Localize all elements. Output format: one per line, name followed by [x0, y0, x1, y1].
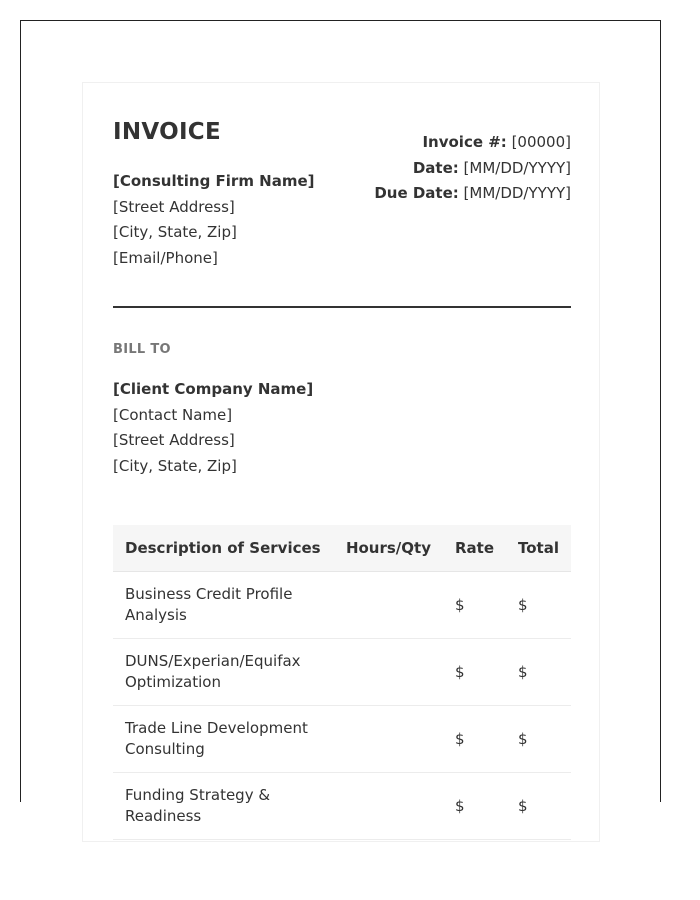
- invoice-date-line: [374, 156, 571, 182]
- invoice-due-date-value: [MM/DD/YYYY]: [463, 184, 571, 202]
- firm-street: [Street Address]: [113, 197, 235, 216]
- row-total: $: [506, 639, 571, 706]
- client-company-name: [Client Company Name]: [113, 380, 314, 398]
- invoice-due-date-line: [374, 181, 571, 207]
- row-rate: $: [443, 572, 506, 639]
- row-hours: [334, 572, 443, 639]
- row-hours: [334, 706, 443, 773]
- row-total: $: [506, 773, 571, 840]
- header-divider: [113, 306, 571, 308]
- invoice-date-value: [MM/DD/YYYY]: [463, 158, 571, 177]
- row-description: Trade Line Development Consulting: [113, 706, 334, 773]
- client-city: [City, State, Zip]: [113, 456, 237, 475]
- row-description: DUNS/Experian/Equifax Optimization: [113, 639, 334, 706]
- table-header-row: [113, 525, 571, 572]
- services-table: [113, 525, 571, 840]
- header-description: Description of Services: [113, 525, 334, 572]
- row-hours: [334, 639, 443, 706]
- header-rate: Rate: [443, 525, 506, 572]
- invoice-due-date-label: Due Date:: [374, 184, 459, 202]
- firm-city: [City, State, Zip]: [113, 223, 237, 241]
- client-address-block: [113, 377, 313, 479]
- invoice-number-value: [00000]: [511, 133, 571, 151]
- table-row: [113, 639, 571, 706]
- invoice-title: INVOICE: [113, 119, 222, 145]
- invoice-date-label: Date:: [412, 158, 459, 177]
- row-total: $: [506, 706, 571, 773]
- table-row: [113, 572, 571, 639]
- firm-address-block: [113, 169, 315, 271]
- firm-name: [Consulting Firm Name]: [113, 172, 315, 190]
- bill-to-label: BILL TO: [113, 342, 171, 357]
- table-row: [113, 773, 571, 840]
- client-contact-name: [Contact Name]: [113, 405, 233, 424]
- row-rate: $: [443, 639, 506, 706]
- row-rate: $: [443, 773, 506, 840]
- client-street: [Street Address]: [113, 431, 235, 449]
- table-row: [113, 706, 571, 773]
- firm-contact: [Email/Phone]: [113, 248, 218, 267]
- document-viewport: [20, 20, 661, 825]
- row-description: Business Credit Profile Analysis: [113, 572, 334, 639]
- row-rate: $: [443, 706, 506, 773]
- header-total: Total: [506, 525, 571, 572]
- row-description: Funding Strategy & Readiness: [113, 773, 334, 840]
- invoice-number-line: [374, 130, 571, 156]
- invoice-number-label: Invoice #:: [422, 133, 507, 151]
- row-hours: [334, 773, 443, 840]
- row-total: $: [506, 572, 571, 639]
- invoice-meta-block: [374, 130, 571, 207]
- header-hours-qty: Hours/Qty: [334, 525, 443, 572]
- invoice-page: [82, 82, 600, 842]
